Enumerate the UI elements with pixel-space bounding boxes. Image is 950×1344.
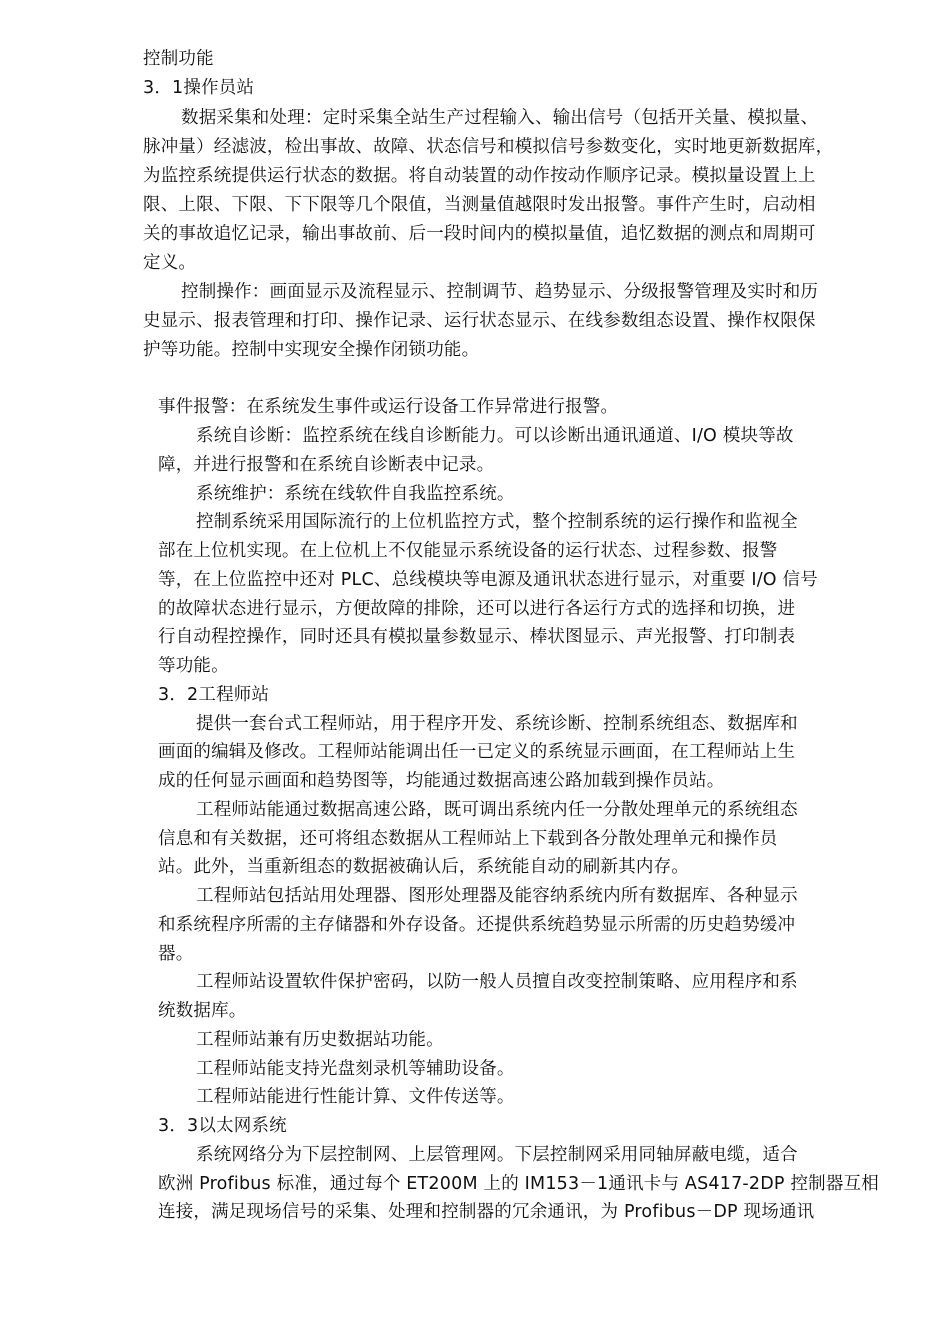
paragraph-line: 等，在上位监控中还对 PLC、总线模块等电源及通讯状态进行显示，对重要 I/O 信号 (158, 570, 818, 590)
paragraph-line: 工程师站包括站用处理器、图形处理器及能容纳系统内所有数据库、各种显示 (196, 886, 798, 906)
paragraph-line: 控制系统采用国际流行的上位机监控方式，整个控制系统的运行操作和监视全 (196, 512, 798, 532)
paragraph-line: 器。 (158, 944, 194, 964)
paragraph-line: 成的任何显示画面和趋势图等，均能通过数据高速公路加载到操作员站。 (158, 771, 725, 791)
paragraph-line: 限、上限、下限、下下限等几个限值，当测量值越限时发出报警。事件产生时，启动相 (143, 195, 816, 215)
paragraph-line: 控制操作：画面显示及流程显示、控制调节、趋势显示、分级报警管理及实时和历 (181, 282, 819, 302)
paragraph-line: 系统维护：系统在线软件自我监控系统。 (196, 484, 515, 504)
paragraph-line: 欧洲 Profibus 标准，通过每个 ET200M 上的 IM153－1通讯卡与 AS417-2DP 控制器互相 (158, 1174, 879, 1194)
paragraph-line: 系统自诊断：监控系统在线自诊断能力。可以诊断出通讯通道、I/O 模块等故 (196, 426, 794, 446)
subsection-heading: 3．3以太网系统 (158, 1116, 287, 1136)
paragraph-line: 部在上位机实现。在上位机上不仅能显示系统设备的运行状态、过程参数、报警 (158, 541, 778, 561)
paragraph-line: 数据采集和处理：定时采集全站生产过程输入、输出信号（包括开关量、模拟量、 (181, 108, 819, 128)
paragraph-line: 统数据库。 (158, 1001, 247, 1021)
paragraph-line: 的故障状态进行显示，方便故障的排除，还可以进行各运行方式的选择和切换，进 (158, 599, 796, 619)
paragraph-line: 行自动程控操作，同时还具有模拟量参数显示、棒状图显示、声光报警、打印制表 (158, 627, 796, 647)
paragraph-line: 连接，满足现场信号的采集、处理和控制器的冗余通讯，为 Profibus－DP 现场通讯 (158, 1202, 815, 1222)
paragraph-line: 系统网络分为下层控制网、上层管理网。下层控制网采用同轴屏蔽电缆，适合 (196, 1145, 798, 1165)
paragraph-line: 障，并进行报警和在系统自诊断表中记录。 (158, 455, 495, 475)
paragraph-line: 工程师站能支持光盘刻录机等辅助设备。 (196, 1059, 515, 1079)
paragraph-line: 工程师站能通过数据高速公路，既可调出系统内任一分散处理单元的系统组态 (196, 800, 798, 820)
paragraph-line: 画面的编辑及修改。工程师站能调出任一已定义的系统显示画面，在工程师站上生 (158, 742, 796, 762)
paragraph-line: 为监控系统提供运行状态的数据。将自动装置的动作按动作顺序记录。模拟量设置上上 (143, 166, 816, 186)
section-heading: 控制功能 (143, 49, 214, 69)
paragraph-line: 提供一套台式工程师站，用于程序开发、系统诊断、控制系统组态、数据库和 (196, 714, 798, 734)
subsection-heading: 3．2工程师站 (158, 685, 270, 705)
paragraph-line: 和系统程序所需的主存储器和外存设备。还提供系统趋势显示所需的历史趋势缓冲 (158, 915, 796, 935)
paragraph-line: 关的事故追忆记录，输出事故前、后一段时间内的模拟量值，追忆数据的测点和周期可 (143, 224, 816, 244)
paragraph-line: 工程师站设置软件保护密码，以防一般人员擅自改变控制策略、应用程序和系 (196, 972, 798, 992)
paragraph-line: 等功能。 (158, 656, 229, 676)
subsection-heading: 3．1操作员站 (143, 78, 255, 98)
paragraph-line: 站。此外，当重新组态的数据被确认后，系统能自动的刷新其内存。 (158, 857, 689, 877)
paragraph-line: 定义。 (143, 253, 197, 273)
paragraph-line: 史显示、报表管理和打印、操作记录、运行状态显示、在线参数组态设置、操作权限保 (143, 311, 816, 331)
paragraph-line: 信息和有关数据，还可将组态数据从工程师站上下载到各分散处理单元和操作员 (158, 829, 778, 849)
paragraph-line: 工程师站兼有历史数据站功能。 (196, 1030, 444, 1050)
paragraph-line: 护等功能。控制中实现安全操作闭锁功能。 (143, 340, 480, 360)
paragraph-line: 脉冲量）经滤波，检出事故、故障、状态信号和模拟信号参数变化，实时地更新数据库， (143, 137, 834, 157)
paragraph-line: 工程师站能进行性能计算、文件传送等。 (196, 1087, 515, 1107)
paragraph-line: 事件报警：在系统发生事件或运行设备工作异常进行报警。 (158, 397, 619, 417)
